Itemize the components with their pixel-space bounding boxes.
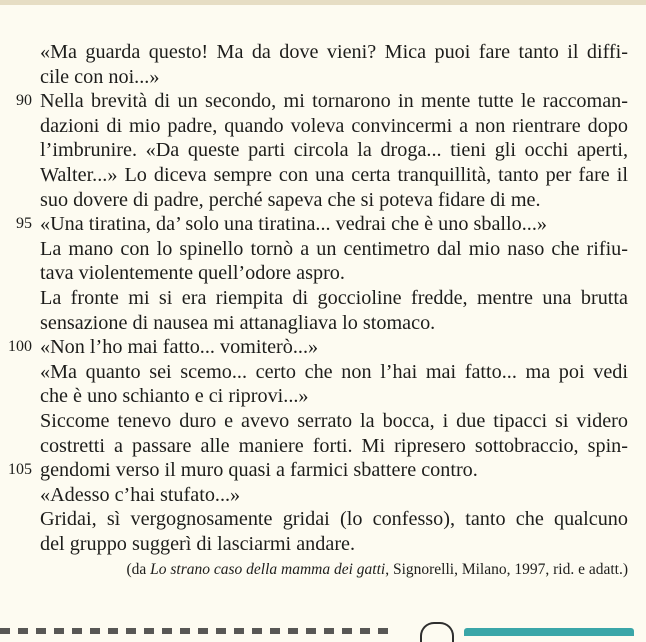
line-text: tava violentemente quell’odore aspro. [40, 262, 345, 285]
top-rule [0, 0, 646, 5]
text-line [40, 311, 628, 336]
text-line [40, 532, 628, 557]
next-section-header [0, 618, 646, 635]
line-text: La fronte mi si era riempita di goccioline fredde, mentre una brutta [40, 286, 628, 309]
line-text: l’imbrunire. «Da queste parti circola la droga... tieni gli occhi aperti, [40, 139, 628, 162]
text-line [40, 507, 628, 532]
line-number: 105 [8, 461, 32, 479]
text-line [16, 212, 628, 237]
source-prefix: (da [126, 561, 151, 578]
line-text: suo dovere di padre, perché sapeva che si poteva fidare di me. [40, 188, 541, 211]
line-text: «Una tiratina, da’ solo una tiratina... vedrai che è uno sballo...» [40, 213, 547, 236]
text-line [40, 65, 628, 90]
line-text: gendomi verso il muro quasi a farmici sbattere contro. [40, 459, 478, 482]
text-line [40, 434, 628, 459]
text-line [40, 360, 628, 385]
source-citation [98, 560, 628, 580]
text-line [40, 114, 628, 139]
text-line [40, 237, 628, 262]
section-badge-icon [420, 622, 454, 642]
line-text: che è uno schianto e ci riprovi...» [40, 385, 309, 408]
text-line [40, 261, 628, 286]
line-text: dazioni di mio padre, quando voleva convincermi a non rientrare dopo [40, 114, 628, 137]
line-text: «Adesso c’hai stufato...» [40, 483, 241, 506]
story-text [8, 40, 628, 556]
line-text: «Non l’ho mai fatto... vomiterò...» [40, 336, 319, 359]
text-line [40, 409, 628, 434]
text-line [40, 188, 628, 213]
text-line [8, 335, 628, 360]
text-line [40, 138, 628, 163]
line-number: 95 [16, 215, 32, 233]
line-text: Nella brevità di un secondo, mi tornarono in mente tutte le raccoman- [40, 90, 628, 113]
line-text: del gruppo suggerì di lasciarmi andare. [40, 532, 356, 555]
line-text: Gridai, sì vergognosamente gridai (lo confesso), tanto che qualcuno [40, 508, 628, 531]
line-text: «Ma guarda questo! Ma da dove vieni? Mica puoi fare tanto il diffi- [40, 41, 628, 63]
text-line [16, 89, 628, 114]
line-text: La mano con lo spinello tornò a un centimetro dal mio naso che rifiu- [40, 237, 628, 260]
text-line [40, 483, 628, 508]
line-text: «Ma quanto sei scemo... certo che non l’hai mai fatto... ma poi vedi [40, 360, 628, 383]
text-line [40, 40, 628, 65]
line-text: Walter...» Lo diceva sempre con una certa tranquillità, tanto per fare il [40, 163, 628, 186]
text-line [40, 286, 628, 311]
line-text: costretti a passare alle maniere forti. Mi ripresero sottobraccio, spin- [40, 434, 628, 457]
line-number: 100 [8, 338, 32, 356]
line-text: sensazione di nausea mi attanagliava lo stomaco. [40, 311, 436, 334]
line-text: Siccome tenevo duro e avevo serrato la bocca, i due tipacci si videro [40, 409, 628, 432]
line-text: cile con noi...» [40, 65, 160, 88]
text-line [8, 458, 628, 483]
text-line [40, 163, 628, 188]
section-heading-decoration [0, 628, 390, 634]
text-line [40, 384, 628, 409]
source-title: Lo strano caso della mamma dei gatti [150, 561, 386, 578]
source-suffix: , Signorelli, Milano, 1997, rid. e adatt.) [385, 561, 628, 578]
line-number: 90 [16, 92, 32, 110]
